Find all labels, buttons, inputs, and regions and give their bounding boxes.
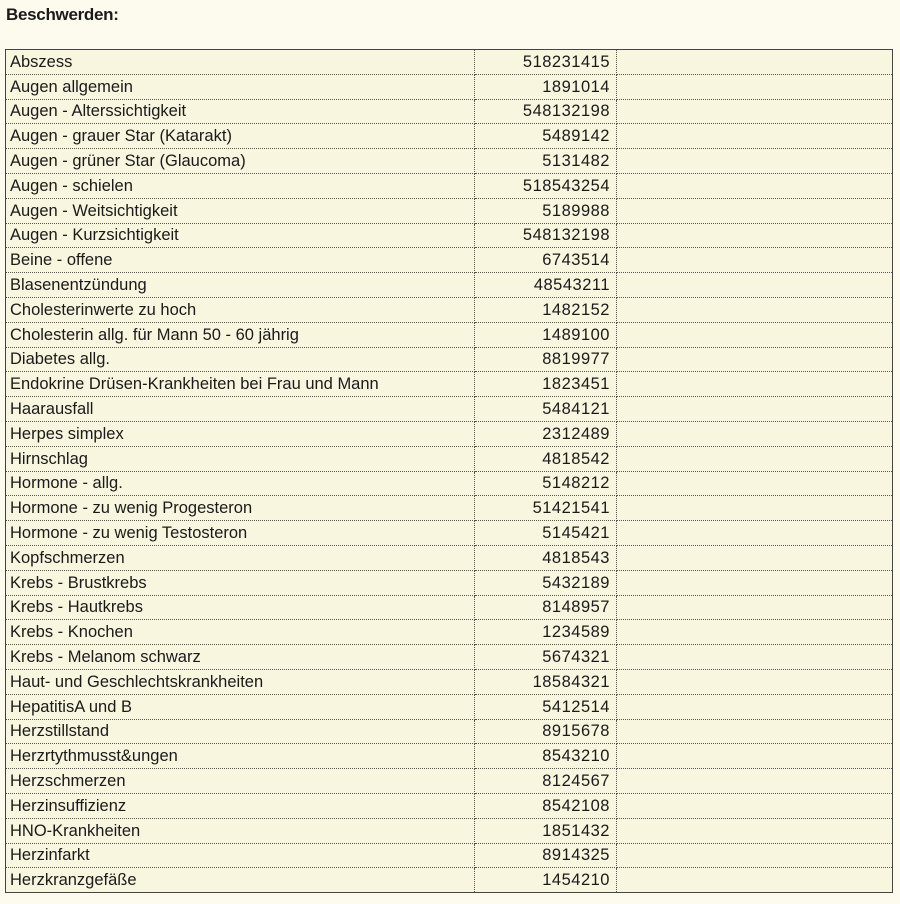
complaint-code-cell: 8542108 [475,793,617,818]
page-title: Beschwerden: [6,5,119,24]
complaint-code-cell: 518231415 [475,50,617,75]
complaints-table [5,49,893,893]
complaint-name-cell: Abszess [6,50,475,75]
complaint-code-cell: 518543254 [475,173,617,198]
complaint-code-cell: 6743514 [475,248,617,273]
complaint-name-cell: Augen - schielen [6,173,475,198]
complaint-name-cell: Augen - Alterssichtigkeit [6,99,475,124]
complaint-code-cell: 8543210 [475,744,617,769]
complaint-note-cell [617,50,893,75]
table-row [6,769,893,794]
complaint-note-cell [617,273,893,298]
complaint-note-cell [617,397,893,422]
table-row [6,818,893,843]
complaint-name-cell: Cholesterinwerte zu hoch [6,297,475,322]
complaint-code-cell: 1234589 [475,620,617,645]
table-row [6,595,893,620]
table-row [6,521,893,546]
complaint-name-cell: Hormone - zu wenig Progesteron [6,496,475,521]
complaint-code-cell: 548132198 [475,99,617,124]
complaint-name-cell: Krebs - Hautkrebs [6,595,475,620]
complaint-name-cell: Cholesterin allg. für Mann 50 - 60 jährig [6,322,475,347]
complaint-note-cell [617,74,893,99]
complaint-name-cell: Haut- und Geschlechtskrankheiten [6,669,475,694]
complaint-note-cell [617,521,893,546]
table-row [6,645,893,670]
complaint-note-cell [617,99,893,124]
table-row [6,322,893,347]
complaint-name-cell: Herzinsuffizienz [6,793,475,818]
table-row [6,124,893,149]
complaint-name-cell: Krebs - Brustkrebs [6,570,475,595]
complaint-code-cell: 5432189 [475,570,617,595]
complaint-code-cell: 5674321 [475,645,617,670]
complaint-note-cell [617,421,893,446]
complaint-name-cell: Haarausfall [6,397,475,422]
complaint-name-cell: Blasenentzündung [6,273,475,298]
complaint-name-cell: Endokrine Drüsen-Krankheiten bei Frau und Mann [6,372,475,397]
table-row [6,372,893,397]
complaint-code-cell: 1851432 [475,818,617,843]
table-row [6,793,893,818]
complaint-code-cell: 8148957 [475,595,617,620]
table-row [6,273,893,298]
table-row [6,99,893,124]
table-row [6,74,893,99]
complaint-note-cell [617,669,893,694]
complaint-note-cell [617,570,893,595]
complaint-note-cell [617,124,893,149]
complaint-name-cell: Herzkranzgefäße [6,868,475,893]
complaints-table-body [6,50,893,893]
complaint-note-cell [617,645,893,670]
complaint-name-cell: Herzstillstand [6,719,475,744]
complaint-code-cell: 5145421 [475,521,617,546]
complaint-note-cell [617,198,893,223]
complaint-note-cell [617,694,893,719]
complaint-code-cell: 5484121 [475,397,617,422]
table-row [6,694,893,719]
complaint-note-cell [617,446,893,471]
table-row [6,719,893,744]
complaint-note-cell [617,744,893,769]
table-row [6,149,893,174]
complaint-code-cell: 8914325 [475,843,617,868]
complaint-code-cell: 51421541 [475,496,617,521]
complaint-code-cell: 5189988 [475,198,617,223]
complaint-code-cell: 18584321 [475,669,617,694]
complaint-code-cell: 5489142 [475,124,617,149]
complaint-name-cell: HNO-Krankheiten [6,818,475,843]
complaint-code-cell: 2312489 [475,421,617,446]
table-row [6,471,893,496]
table-row [6,843,893,868]
complaint-note-cell [617,719,893,744]
table-row [6,347,893,372]
complaint-code-cell: 4818542 [475,446,617,471]
table-row [6,198,893,223]
complaint-name-cell: Krebs - Knochen [6,620,475,645]
complaint-code-cell: 1482152 [475,297,617,322]
complaint-note-cell [617,868,893,893]
complaint-note-cell [617,372,893,397]
complaint-name-cell: HepatitisA und B [6,694,475,719]
complaint-note-cell [617,248,893,273]
complaint-note-cell [617,223,893,248]
complaint-name-cell: Augen - grauer Star (Katarakt) [6,124,475,149]
complaint-code-cell: 8819977 [475,347,617,372]
complaint-note-cell [617,496,893,521]
complaint-code-cell: 1454210 [475,868,617,893]
complaint-name-cell: Herzinfarkt [6,843,475,868]
table-row [6,223,893,248]
table-row [6,50,893,75]
table-row [6,421,893,446]
complaint-note-cell [617,297,893,322]
complaint-name-cell: Kopfschmerzen [6,545,475,570]
complaint-code-cell: 8915678 [475,719,617,744]
complaint-note-cell [617,793,893,818]
complaint-code-cell: 1891014 [475,74,617,99]
complaint-name-cell: Diabetes allg. [6,347,475,372]
table-row [6,545,893,570]
complaint-code-cell: 1823451 [475,372,617,397]
table-row [6,620,893,645]
complaint-name-cell: Augen - grüner Star (Glaucoma) [6,149,475,174]
complaint-note-cell [617,322,893,347]
table-row [6,496,893,521]
complaint-name-cell: Augen - Weitsichtigkeit [6,198,475,223]
complaint-note-cell [617,818,893,843]
complaint-note-cell [617,843,893,868]
complaint-name-cell: Augen - Kurzsichtigkeit [6,223,475,248]
complaint-name-cell: Herzrtythmusst&ungen [6,744,475,769]
complaint-name-cell: Hormone - allg. [6,471,475,496]
complaint-code-cell: 8124567 [475,769,617,794]
complaint-note-cell [617,769,893,794]
table-row [6,248,893,273]
complaint-note-cell [617,173,893,198]
table-row [6,570,893,595]
complaint-note-cell [617,471,893,496]
table-row [6,173,893,198]
complaint-name-cell: Herzschmerzen [6,769,475,794]
complaint-code-cell: 5131482 [475,149,617,174]
complaint-note-cell [617,149,893,174]
complaint-note-cell [617,347,893,372]
table-row [6,446,893,471]
complaint-name-cell: Hirnschlag [6,446,475,471]
complaint-name-cell: Hormone - zu wenig Testosteron [6,521,475,546]
table-row [6,397,893,422]
complaint-name-cell: Herpes simplex [6,421,475,446]
complaint-code-cell: 5412514 [475,694,617,719]
complaint-code-cell: 548132198 [475,223,617,248]
complaint-name-cell: Augen allgemein [6,74,475,99]
table-row [6,868,893,893]
complaint-note-cell [617,595,893,620]
complaint-name-cell: Krebs - Melanom schwarz [6,645,475,670]
complaint-code-cell: 48543211 [475,273,617,298]
complaint-note-cell [617,620,893,645]
table-row [6,744,893,769]
table-row [6,297,893,322]
complaint-code-cell: 4818543 [475,545,617,570]
table-row [6,669,893,694]
complaint-name-cell: Beine - offene [6,248,475,273]
complaint-code-cell: 1489100 [475,322,617,347]
complaint-code-cell: 5148212 [475,471,617,496]
complaint-note-cell [617,545,893,570]
